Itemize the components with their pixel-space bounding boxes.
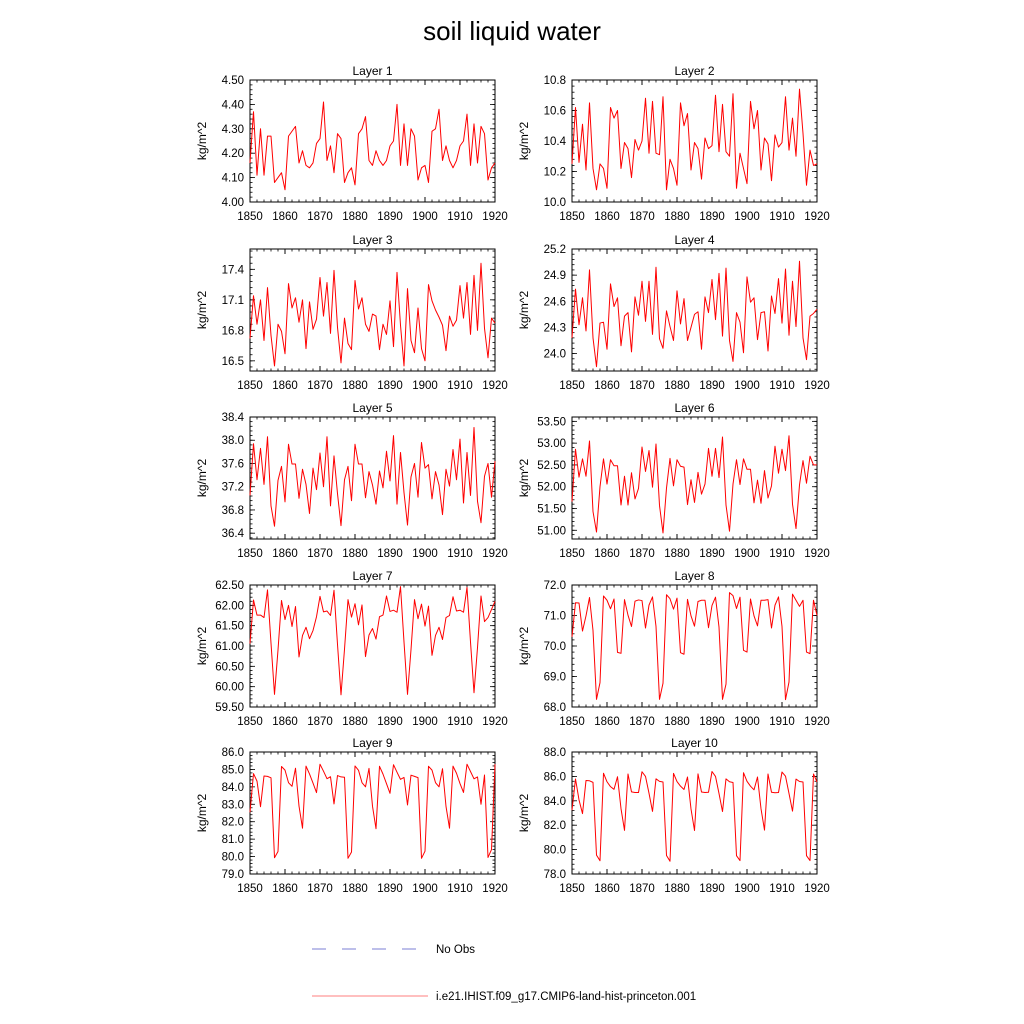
panel-4: [517, 233, 830, 392]
x-tick-label: 1880: [664, 883, 690, 895]
series-line: [250, 102, 495, 190]
x-tick-label: 1920: [482, 883, 508, 895]
y-tick-label: 82.0: [221, 816, 244, 829]
panel-5: [195, 401, 508, 560]
panel-title: Layer 1: [352, 64, 393, 78]
series-line: [250, 587, 495, 695]
x-tick-label: 1880: [342, 883, 368, 895]
x-tick-label: 1900: [412, 548, 438, 560]
y-tick-label: 10.4: [543, 136, 566, 148]
panel-1: [195, 64, 508, 223]
x-tick-label: 1920: [482, 380, 508, 392]
x-tick-label: 1900: [734, 716, 760, 728]
y-tick-label: 25.2: [543, 244, 566, 256]
y-tick-label: 51.50: [537, 503, 566, 516]
panel-title: Layer 10: [671, 736, 718, 750]
panel-title: Layer 4: [674, 233, 715, 247]
x-tick-label: 1880: [342, 380, 368, 392]
y-tick-label: 86.0: [543, 771, 566, 784]
y-tick-label: 68.0: [543, 702, 566, 714]
series-line: [572, 261, 817, 366]
plot-frame: [572, 752, 817, 874]
panel-title: Layer 8: [674, 569, 715, 583]
x-tick-label: 1870: [307, 380, 333, 392]
y-tick-label: 79.0: [221, 869, 244, 881]
y-tick-label: 61.00: [215, 641, 244, 653]
panel-9: [195, 736, 508, 895]
y-tick-label: 10.6: [543, 105, 566, 118]
x-tick-label: 1920: [482, 716, 508, 728]
x-tick-label: 1880: [342, 548, 368, 560]
x-tick-label: 1920: [482, 211, 508, 223]
y-tick-label: 36.4: [221, 528, 244, 541]
y-tick-label: 81.0: [221, 834, 244, 847]
x-tick-label: 1860: [272, 211, 298, 223]
y-tick-label: 60.50: [215, 661, 244, 674]
legend-model-label: i.e21.IHIST.f09_g17.CMIP6-land-hist-princeton.001: [436, 991, 697, 1003]
x-tick-label: 1850: [559, 211, 585, 223]
x-tick-label: 1870: [629, 883, 655, 895]
series-line: [572, 593, 817, 700]
y-tick-label: 71.0: [543, 610, 566, 623]
x-tick-label: 1860: [594, 883, 620, 895]
x-tick-label: 1870: [629, 716, 655, 728]
y-tick-label: 38.4: [221, 412, 244, 424]
x-tick-label: 1910: [769, 380, 795, 392]
x-tick-label: 1880: [664, 548, 690, 560]
x-tick-label: 1880: [342, 211, 368, 223]
x-tick-label: 1900: [412, 211, 438, 223]
x-tick-label: 1890: [699, 380, 725, 392]
y-tick-label: 4.00: [221, 197, 244, 209]
series-line: [572, 89, 817, 190]
y-tick-label: 82.0: [543, 820, 566, 833]
x-tick-label: 1850: [237, 380, 263, 392]
y-axis-label: kg/m^2: [195, 458, 209, 498]
series-line: [250, 263, 495, 366]
y-tick-label: 72.0: [543, 580, 566, 592]
y-axis-label: kg/m^2: [517, 290, 531, 330]
x-tick-label: 1910: [447, 211, 473, 223]
y-tick-label: 61.50: [215, 620, 244, 633]
panel-title: Layer 2: [674, 64, 715, 78]
x-tick-label: 1880: [664, 716, 690, 728]
y-tick-label: 24.9: [543, 270, 566, 283]
y-axis-label: kg/m^2: [517, 626, 531, 666]
y-tick-label: 4.40: [221, 99, 244, 112]
x-tick-label: 1900: [734, 548, 760, 560]
x-tick-label: 1850: [237, 211, 263, 223]
x-tick-label: 1850: [559, 380, 585, 392]
x-tick-label: 1890: [377, 380, 403, 392]
y-tick-label: 52.00: [537, 481, 566, 494]
y-tick-label: 38.0: [221, 435, 244, 448]
x-tick-label: 1920: [804, 883, 830, 895]
x-tick-label: 1920: [804, 211, 830, 223]
y-axis-label: kg/m^2: [195, 793, 209, 833]
y-tick-label: 10.2: [543, 166, 566, 179]
x-tick-label: 1870: [629, 380, 655, 392]
y-tick-label: 62.00: [215, 600, 244, 613]
x-tick-label: 1900: [412, 883, 438, 895]
y-axis-label: kg/m^2: [517, 121, 531, 161]
y-tick-label: 24.0: [543, 348, 566, 361]
x-tick-label: 1910: [769, 211, 795, 223]
y-tick-label: 86.0: [221, 747, 244, 759]
x-tick-label: 1890: [699, 883, 725, 895]
y-tick-label: 16.8: [221, 325, 244, 338]
x-tick-label: 1910: [769, 548, 795, 560]
y-tick-label: 4.30: [221, 123, 244, 136]
plot-frame: [572, 417, 817, 539]
y-axis-label: kg/m^2: [517, 793, 531, 833]
y-tick-label: 88.0: [543, 747, 566, 759]
x-tick-label: 1890: [377, 211, 403, 223]
x-tick-label: 1900: [412, 380, 438, 392]
x-tick-label: 1920: [804, 380, 830, 392]
panel-2: [517, 64, 830, 223]
x-tick-label: 1860: [272, 548, 298, 560]
x-tick-label: 1920: [482, 548, 508, 560]
x-tick-label: 1890: [377, 716, 403, 728]
x-tick-label: 1870: [629, 211, 655, 223]
panel-title: Layer 6: [674, 401, 715, 415]
x-tick-label: 1850: [559, 716, 585, 728]
x-tick-label: 1890: [699, 548, 725, 560]
y-tick-label: 83.0: [221, 799, 244, 812]
x-tick-label: 1900: [734, 211, 760, 223]
x-tick-label: 1900: [734, 883, 760, 895]
x-tick-label: 1860: [594, 211, 620, 223]
x-tick-label: 1870: [307, 716, 333, 728]
x-tick-label: 1920: [804, 548, 830, 560]
x-tick-label: 1880: [342, 716, 368, 728]
y-tick-label: 80.0: [543, 844, 566, 857]
series-line: [250, 764, 495, 858]
plot-frame: [250, 585, 495, 707]
panel-title: Layer 9: [352, 736, 393, 750]
y-axis-label: kg/m^2: [195, 626, 209, 666]
y-tick-label: 24.3: [543, 322, 566, 335]
y-tick-label: 60.00: [215, 681, 244, 694]
y-tick-label: 16.5: [221, 355, 244, 368]
y-tick-label: 37.2: [221, 481, 244, 494]
series-line: [572, 772, 817, 862]
y-tick-label: 24.6: [543, 296, 566, 309]
x-tick-label: 1910: [447, 883, 473, 895]
x-tick-label: 1850: [237, 883, 263, 895]
y-tick-label: 85.0: [221, 764, 244, 777]
x-tick-label: 1910: [447, 548, 473, 560]
x-tick-label: 1900: [412, 716, 438, 728]
x-tick-label: 1860: [272, 716, 298, 728]
y-tick-label: 84.0: [543, 795, 566, 808]
x-tick-label: 1920: [804, 716, 830, 728]
panel-7: [195, 569, 508, 728]
x-tick-label: 1850: [237, 548, 263, 560]
x-tick-label: 1900: [734, 380, 760, 392]
x-tick-label: 1850: [559, 548, 585, 560]
series-line: [250, 427, 495, 526]
y-tick-label: 59.50: [215, 702, 244, 714]
x-tick-label: 1910: [769, 716, 795, 728]
y-tick-label: 10.8: [543, 75, 566, 87]
y-tick-label: 36.8: [221, 504, 244, 517]
plot-frame: [250, 80, 495, 202]
y-axis-label: kg/m^2: [517, 458, 531, 498]
x-tick-label: 1890: [377, 548, 403, 560]
panel-grid: [195, 64, 830, 895]
y-tick-label: 84.0: [221, 781, 244, 794]
x-tick-label: 1910: [447, 716, 473, 728]
y-tick-label: 17.4: [221, 264, 244, 277]
y-tick-label: 4.20: [221, 148, 244, 161]
x-tick-label: 1880: [664, 380, 690, 392]
panel-title: Layer 5: [352, 401, 393, 415]
y-tick-label: 51.00: [537, 525, 566, 538]
x-tick-label: 1860: [594, 548, 620, 560]
legend-no-obs-label: No Obs: [436, 944, 475, 956]
y-tick-label: 53.50: [537, 416, 566, 429]
y-axis-label: kg/m^2: [195, 121, 209, 161]
y-tick-label: 69.0: [543, 671, 566, 684]
x-tick-label: 1890: [699, 716, 725, 728]
y-tick-label: 70.0: [543, 641, 566, 653]
x-tick-label: 1870: [307, 883, 333, 895]
x-tick-label: 1910: [447, 380, 473, 392]
panel-8: [517, 569, 830, 728]
x-tick-label: 1860: [594, 716, 620, 728]
x-tick-label: 1870: [307, 211, 333, 223]
panel-10: [517, 736, 830, 895]
y-axis-label: kg/m^2: [195, 290, 209, 330]
panel-3: [195, 233, 508, 392]
y-tick-label: 4.50: [221, 75, 244, 87]
x-tick-label: 1890: [699, 211, 725, 223]
y-tick-label: 37.6: [221, 458, 244, 471]
y-tick-label: 17.1: [221, 294, 244, 307]
y-tick-label: 62.50: [215, 580, 244, 592]
x-tick-label: 1870: [307, 548, 333, 560]
chart-title: soil liquid water: [423, 16, 601, 46]
series-line: [572, 436, 817, 533]
y-tick-label: 53.00: [537, 438, 566, 451]
y-tick-label: 10.0: [543, 197, 566, 209]
y-tick-label: 52.50: [537, 459, 566, 472]
panel-title: Layer 3: [352, 233, 393, 247]
x-tick-label: 1880: [664, 211, 690, 223]
x-tick-label: 1890: [377, 883, 403, 895]
x-tick-label: 1860: [272, 380, 298, 392]
y-tick-label: 4.10: [221, 172, 244, 185]
plot-frame: [250, 752, 495, 874]
panel-6: [517, 401, 830, 560]
x-tick-label: 1860: [272, 883, 298, 895]
panel-title: Layer 7: [352, 569, 393, 583]
x-tick-label: 1860: [594, 380, 620, 392]
x-tick-label: 1870: [629, 548, 655, 560]
y-tick-label: 78.0: [543, 869, 566, 881]
x-tick-label: 1850: [559, 883, 585, 895]
x-tick-label: 1850: [237, 716, 263, 728]
x-tick-label: 1910: [769, 883, 795, 895]
y-tick-label: 80.0: [221, 851, 244, 864]
legend: [312, 944, 696, 1003]
